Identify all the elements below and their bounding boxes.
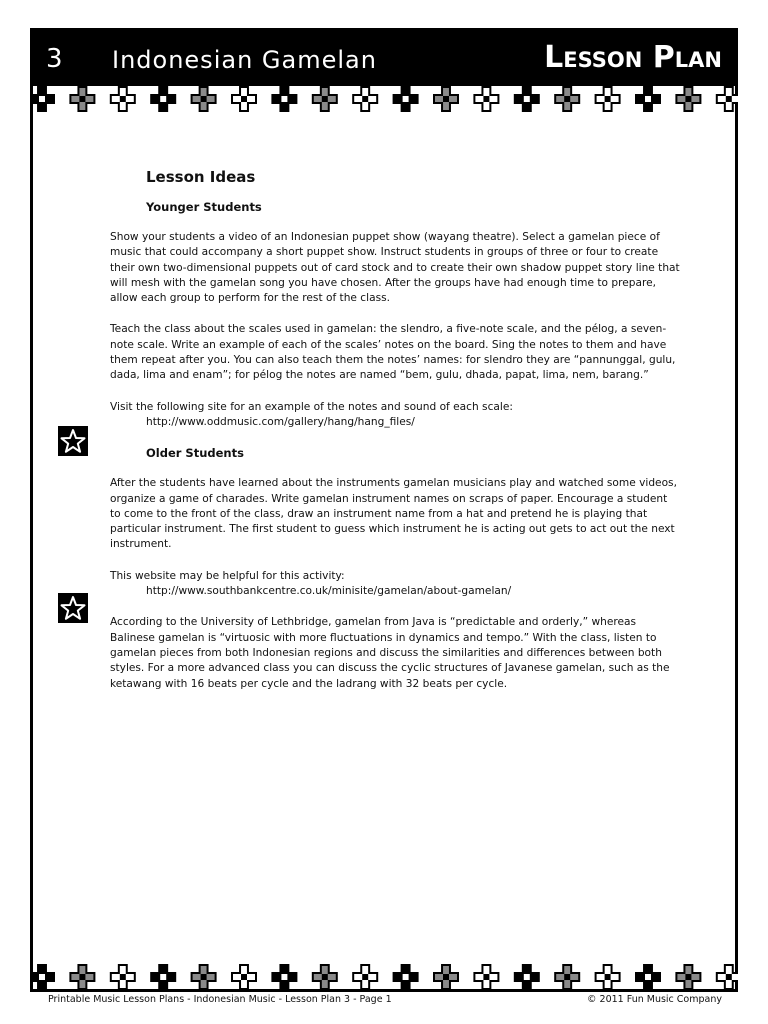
lesson-ideas-heading: Lesson Ideas [146, 168, 256, 186]
lesson-plan-tag: Lesson Plan [544, 40, 722, 75]
ornament-cross-icon [596, 87, 620, 111]
ornament-cross-icon [636, 965, 660, 989]
younger-paragraph-scales: Teach the class about the scales used in gamelan: the slendro, a five-note scale, and the pélog, a seven-note scale. Write an example of each of the scales’ notes on the board. Sing the notes to them and have them repeat after you. You can also teach them the notes’ names: for slendro they are “pannunggal, gulu, dada, lima and enam”; for pélog the notes are named “bem, gulu, dhada, papat, lima, nem, barang.” [110, 323, 676, 382]
ornament-cross-icon [30, 87, 54, 111]
footer-copyright: © 2011 Fun Music Company [587, 994, 722, 1005]
website-note [110, 569, 680, 600]
younger-students-heading: Younger Students [146, 200, 262, 214]
ornament-cross-icon [192, 87, 216, 111]
ornament-cross-icon [111, 965, 135, 989]
ornament-cross-icon [151, 965, 175, 989]
visit-site-text: Visit the following site for an example of the notes and sound of each scale: [110, 400, 513, 413]
ornament-cross-icon [394, 87, 418, 111]
ornament-cross-icon [30, 965, 54, 989]
younger-paragraph-puppets: Show your students a video of an Indonesian puppet show (wayang theatre). Select a gamelan piece of music that could accompany a short puppet show. Instruct students in groups of three or four to create their own two-dimensional puppets out of card stock and to create their own shadow puppet story line that will mesh with the gamelan song you have chosen. After the groups have had enough time to prepare, allow each group to perform for the rest of the class. [110, 231, 680, 305]
ornament-cross-icon [676, 965, 700, 989]
ornament-cross-icon [70, 965, 94, 989]
header-bar [30, 28, 738, 86]
star-icon [58, 593, 88, 623]
ornament-cross-icon [232, 87, 256, 111]
ornament-cross-icon [636, 87, 660, 111]
ornament-cross-icon [515, 87, 539, 111]
ornament-cross-icon [434, 87, 458, 111]
ornament-cross-icon [555, 965, 579, 989]
ornament-cross-icon [111, 87, 135, 111]
ornament-cross-icon [353, 87, 377, 111]
oddmusic-link[interactable]: http://www.oddmusic.com/gallery/hang/hang_files/ [146, 415, 415, 428]
ornament-cross-icon [474, 87, 498, 111]
ornament-cross-icon [272, 965, 296, 989]
ornament-cross-icon [151, 87, 175, 111]
ornament-border-top [30, 84, 738, 114]
website-text: This website may be helpful for this activity: [110, 569, 345, 582]
star-icon [58, 426, 88, 456]
lesson-number: 3 [46, 44, 63, 74]
ornament-cross-icon [717, 87, 738, 111]
visit-site-note [110, 400, 680, 431]
lesson-title: Indonesian Gamelan [112, 46, 377, 74]
ornament-cross-icon [515, 965, 539, 989]
ornament-cross-icon [70, 87, 94, 111]
footer-credit: Printable Music Lesson Plans - Indonesian Music - Lesson Plan 3 - Page 1 [48, 994, 392, 1005]
ornament-cross-icon [232, 965, 256, 989]
ornament-cross-icon [596, 965, 620, 989]
lesson-content [110, 168, 680, 708]
ornament-cross-icon [192, 965, 216, 989]
ornament-cross-icon [434, 965, 458, 989]
ornament-cross-icon [555, 87, 579, 111]
ornament-cross-icon [394, 965, 418, 989]
ornament-cross-icon [717, 965, 738, 989]
ornament-cross-icon [272, 87, 296, 111]
ornament-cross-icon [353, 965, 377, 989]
ornament-cross-icon [474, 965, 498, 989]
older-students-heading: Older Students [146, 446, 244, 461]
southbank-link[interactable]: http://www.southbankcentre.co.uk/minisite/gamelan/about-gamelan/ [146, 585, 512, 598]
older-paragraph-charades: After the students have learned about the instruments gamelan musicians play and watched some videos, organize a game of charades. Write gamelan instrument names on scraps of paper. Encourage a student to come to the front of the class, draw an instrument name from a hat and pretend he is playing that particular instrument. The first student to guess which instrument he is acting out gets to act out the next instrument. [110, 477, 677, 551]
ornament-cross-icon [676, 87, 700, 111]
ornament-cross-icon [313, 87, 337, 111]
ornament-border-bottom [30, 962, 738, 992]
ornament-cross-icon [313, 965, 337, 989]
older-paragraph-java-bali: According to the University of Lethbridge, gamelan from Java is “predictable and orderly,” whereas Balinese gamelan is “virtuosic with more fluctuations in dynamics and tempo.” With the class, listen to gamelan pieces from both Indonesian regions and discuss the similarities and differences between both styles. For a more advanced class you can discuss the cyclic structures of Javanese gamelan, such as the ketawang with 16 beats per cycle and the ladrang with 32 beats per cycle. [110, 616, 670, 690]
